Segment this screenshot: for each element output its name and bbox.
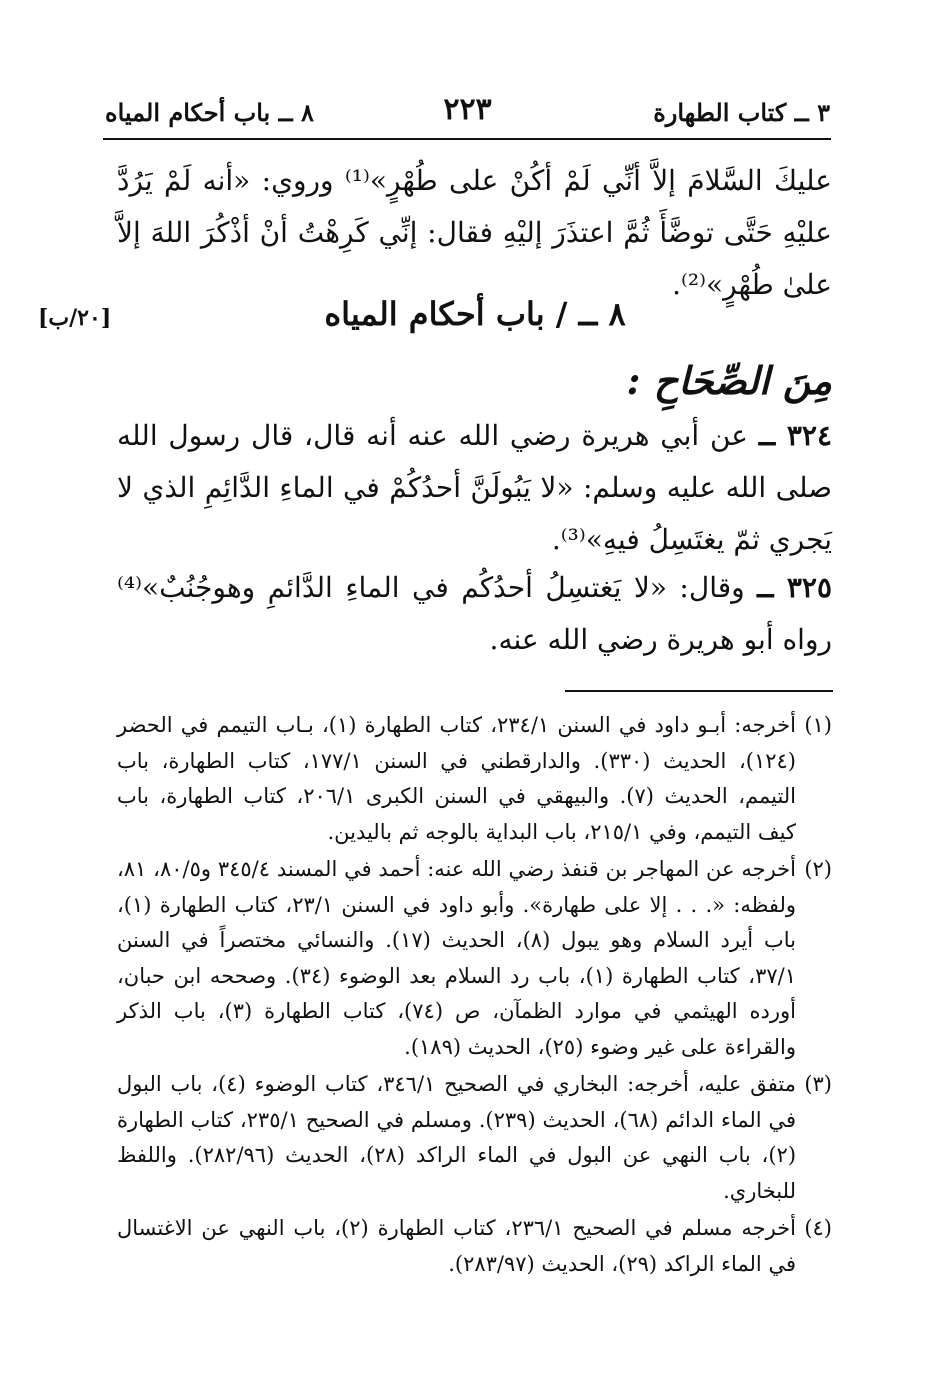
footnote-1 bbox=[117, 708, 832, 850]
margin-reference: [٢٠/ب] bbox=[38, 305, 112, 331]
hadith-324 bbox=[117, 410, 832, 566]
footnote-text: أخرجه: أبـو داود في السنن ٢٣٤/١، كتاب الطهارة (١)، بـاب التيمم في الحضر (١٢٤)، الحديث (٣٣٠). والدارقطني في السنن ١٧٧/١، كتاب الطهارة، باب التيمم، الحديث (٧). والبيهقي في السنن الكبرى ٢٠٦/١، كتاب الطهارة، باب كيف التيمم، وفي ٢١٥/١، باب البداية بالوجه ثم باليدين. bbox=[117, 713, 797, 844]
hadith-number: ٣٢٤ ــ bbox=[758, 419, 833, 452]
intro-paragraph bbox=[117, 155, 832, 311]
footnotes bbox=[117, 708, 832, 1284]
page-number: ٢٢٣ bbox=[443, 92, 492, 127]
footnote-2 bbox=[117, 852, 832, 1065]
footnote-number: (٢) bbox=[804, 857, 832, 881]
footnote-number: (٣) bbox=[804, 1072, 832, 1096]
footnote-number: (١) bbox=[804, 713, 832, 737]
footnote-text: متفق عليه، أخرجه: البخاري في الصحيح ٣٤٦/١، كتاب الوضوء (٤)، باب البول في الماء الدائم (٦٨)، الحديث (٢٣٩). ومسلم في الصحيح ٢٣٥/١، كتاب الطهارة (٢)، باب النهي عن البول في الماء الراكد (٢٨)، الحديث (٢٨٢/٩٦). واللفظ للبخاري. bbox=[117, 1072, 797, 1203]
intro-text: عليكَ السَّلامَ إلاَّ أنِّي لَمْ أكُنْ على طُهْرٍ»⁽¹⁾ وروي: «أنه لَمْ يَرُدَّ عليْهِ حَتَّى توضَّأَ ثُمَّ اعتذَرَ إليْهِ فقال: إنِّي كَرِهْتُ أنْ أذْكُرَ اللهَ إلاَّ علىٰ طُهْرٍ»⁽²⁾. bbox=[117, 164, 833, 301]
footnote-number: (٤) bbox=[804, 1216, 832, 1240]
footnote-3 bbox=[117, 1067, 832, 1209]
sahah-heading: مِنَ الصِّحَاحِ : bbox=[626, 358, 832, 403]
header-section: ٨ ــ باب أحكام المياه bbox=[105, 98, 314, 127]
hadith-text: عن أبي هريرة رضي الله عنه أنه قال، قال رسول الله صلى الله عليه وسلم: «لا يَبُولَنَّ أحدُكُمْ في الماءِ الدَّائِمِ الذي لا يَجري ثمّ يغتَسِلُ فيهِ»⁽³⁾. bbox=[117, 419, 832, 556]
hadith-325 bbox=[117, 562, 832, 666]
footnote-rule bbox=[565, 690, 833, 692]
footnote-text: أخرجه مسلم في الصحيح ٢٣٦/١، كتاب الطهارة (٢)، باب النهي عن الاغتسال في الماء الراكد (٢٩)، الحديث (٢٨٣/٩٧). bbox=[117, 1216, 796, 1276]
header-rule bbox=[103, 138, 831, 140]
header-chapter: ٣ ــ كتاب الطهارة bbox=[653, 98, 830, 127]
running-header bbox=[105, 92, 830, 132]
hadith-number: ٣٢٥ ــ bbox=[757, 571, 833, 604]
hadith-text: وقال: «لا يَغتسِلُ أحدُكُم في الماءِ الدَّائمِ وهوجُنُبٌ»⁽⁴⁾ رواه أبو هريرة رضي الله عنه. bbox=[117, 571, 832, 656]
section-title: ٨ ــ / باب أحكام المياه bbox=[324, 295, 626, 333]
footnote-text: أخرجه عن المهاجر بن قنفذ رضي الله عنه: أحمد في المسند ٣٤٥/٤ و٨٠/٥، ٨١، ولفظه: «. . . إلا على طهارة». وأبو داود في السنن ٢٣/١، كتاب الطهارة (١)، باب أيرد السلام وهو يبول (٨)، الحديث (١٧). والنسائي مختصراً في السنن ٣٧/١، كتاب الطهارة (١)، باب رد السلام بعد الوضوء (٣٤). وصححه ابن حبان، أورده الهيثمي في موارد الظمآن، ص (٧٤)، كتاب الطهارة (٣)، باب الذكر والقراءة على غير وضوء (٢٥)، الحديث (١٨٩). bbox=[117, 857, 797, 1059]
footnote-4 bbox=[117, 1211, 832, 1282]
